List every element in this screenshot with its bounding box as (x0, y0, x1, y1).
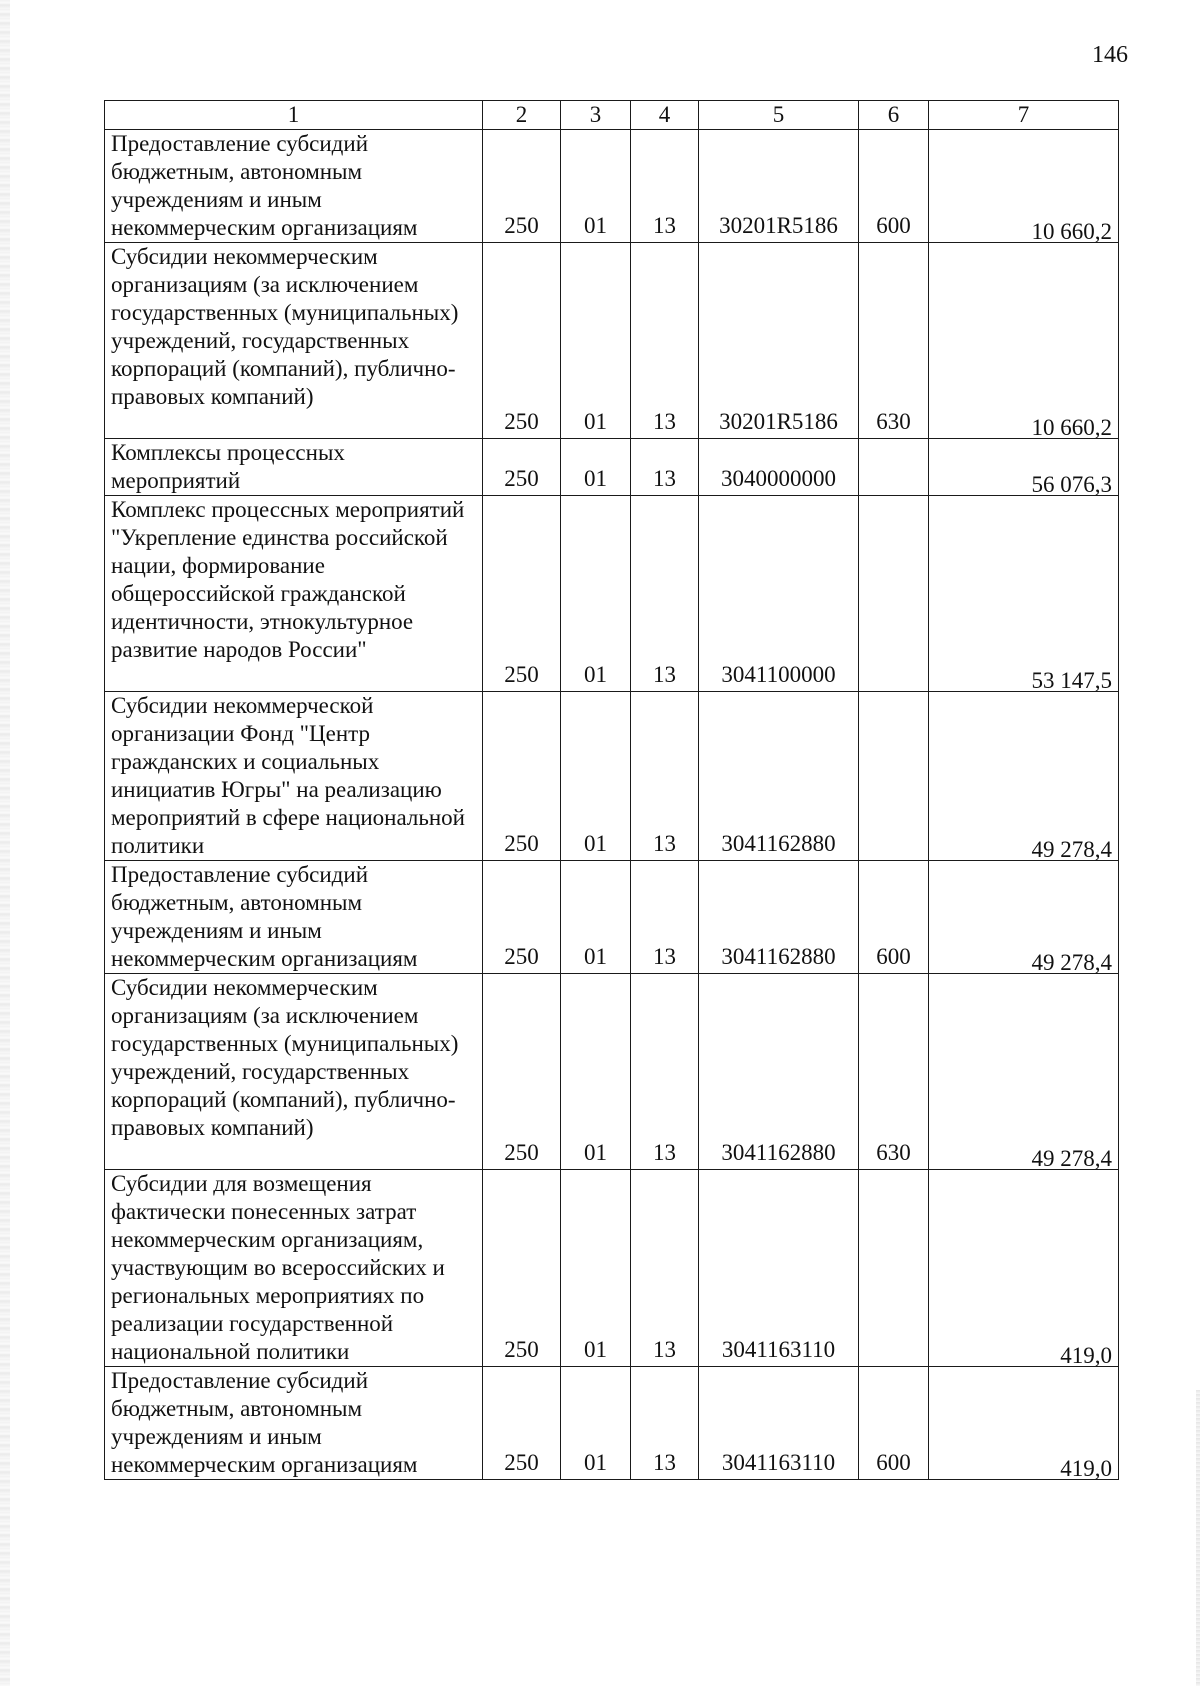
cell-value: 3040000000 (699, 439, 859, 496)
cell-amount (929, 1367, 1119, 1480)
cell-value: 13 (631, 1367, 699, 1480)
amount-text: 10 660,2 (1031, 415, 1112, 440)
column-header: 1 (105, 101, 483, 130)
row-name: Предоставление субсидий бюджетным, автономным учреждениям и иным некоммерческим организациям (105, 1367, 483, 1480)
table-row (105, 130, 1119, 243)
row-name: Предоставление субсидий бюджетным, автономным учреждениям и иным некоммерческим организациям (105, 861, 483, 974)
cell-amount (929, 496, 1119, 692)
cell-value: 630 (859, 243, 929, 439)
cell-value: 3041163110 (699, 1367, 859, 1480)
cell-value: 630 (859, 974, 929, 1170)
page-number: 146 (1092, 42, 1128, 68)
table-row (105, 439, 1119, 496)
cell-value: 600 (859, 861, 929, 974)
cell-value: 600 (859, 1367, 929, 1480)
cell-value: 250 (483, 439, 561, 496)
amount-text: 49 278,4 (1031, 950, 1112, 975)
amount-text: 419,0 (1060, 1343, 1112, 1368)
amount-text: 53 147,5 (1031, 668, 1112, 693)
cell-value: 250 (483, 243, 561, 439)
table-row (105, 496, 1119, 692)
cell-value: 250 (483, 692, 561, 861)
cell-value: 01 (561, 1170, 631, 1367)
table-row (105, 974, 1119, 1170)
cell-value: 13 (631, 439, 699, 496)
cell-value: 3041162880 (699, 974, 859, 1170)
cell-amount (929, 692, 1119, 861)
cell-value: 01 (561, 439, 631, 496)
cell-value: 13 (631, 861, 699, 974)
row-name: Субсидии для возмещения фактически понесенных затрат некоммерческим организациям, участвующим во всероссийских и региональных мероприятиях по реализации государственной национальной политики (105, 1170, 483, 1367)
amount-text: 49 278,4 (1031, 1146, 1112, 1171)
table-row (105, 1170, 1119, 1367)
cell-amount (929, 439, 1119, 496)
table-row (105, 1367, 1119, 1480)
cell-amount (929, 974, 1119, 1170)
cell-value: 01 (561, 861, 631, 974)
amount-text: 49 278,4 (1031, 837, 1112, 862)
scan-edge-right (1196, 1390, 1200, 1686)
amount-text: 56 076,3 (1031, 472, 1112, 497)
row-name: Комплексы процессных мероприятий (105, 439, 483, 496)
cell-value: 3041162880 (699, 692, 859, 861)
cell-amount (929, 243, 1119, 439)
cell-value: 30201R5186 (699, 130, 859, 243)
cell-value: 13 (631, 1170, 699, 1367)
row-name: Комплекс процессных мероприятий "Укрепление единства российской нации, формирование общероссийской гражданской идентичности, этнокультурное развитие народов России" (105, 496, 483, 692)
row-name: Субсидии некоммерческим организациям (за исключением государственных (муниципальных) учреждений, государственных корпораций (компаний), публично-правовых компаний) (105, 974, 483, 1170)
cell-value: 01 (561, 130, 631, 243)
table-header-row (105, 101, 1119, 130)
cell-value: 250 (483, 974, 561, 1170)
cell-value (859, 1170, 929, 1367)
cell-value: 01 (561, 243, 631, 439)
cell-value: 13 (631, 974, 699, 1170)
row-name: Предоставление субсидий бюджетным, автономным учреждениям и иным некоммерческим организациям (105, 130, 483, 243)
row-name: Субсидии некоммерческой организации Фонд "Центр гражданских и социальных инициатив Югры" на реализацию мероприятий в сфере национальной политики (105, 692, 483, 861)
column-header: 4 (631, 101, 699, 130)
table-row (105, 692, 1119, 861)
row-name: Субсидии некоммерческим организациям (за исключением государственных (муниципальных) учреждений, государственных корпораций (компаний), публично-правовых компаний) (105, 243, 483, 439)
cell-value: 01 (561, 1367, 631, 1480)
cell-value: 250 (483, 496, 561, 692)
cell-amount (929, 1170, 1119, 1367)
column-header: 3 (561, 101, 631, 130)
cell-value: 13 (631, 243, 699, 439)
table-row (105, 243, 1119, 439)
cell-value (859, 496, 929, 692)
cell-value: 13 (631, 692, 699, 861)
cell-value: 3041100000 (699, 496, 859, 692)
amount-text: 10 660,2 (1031, 219, 1112, 244)
cell-value: 3041163110 (699, 1170, 859, 1367)
column-header: 5 (699, 101, 859, 130)
cell-value: 250 (483, 861, 561, 974)
cell-value: 600 (859, 130, 929, 243)
cell-value (859, 439, 929, 496)
cell-value (859, 692, 929, 861)
cell-value: 13 (631, 496, 699, 692)
column-header: 7 (929, 101, 1119, 130)
cell-value: 01 (561, 496, 631, 692)
scan-edge-left (0, 0, 10, 1686)
table-row (105, 861, 1119, 974)
cell-value: 3041162880 (699, 861, 859, 974)
column-header: 6 (859, 101, 929, 130)
column-header: 2 (483, 101, 561, 130)
cell-amount (929, 130, 1119, 243)
budget-table (104, 100, 1119, 1480)
cell-value: 01 (561, 974, 631, 1170)
cell-value: 01 (561, 692, 631, 861)
cell-value: 250 (483, 130, 561, 243)
cell-value: 13 (631, 130, 699, 243)
cell-amount (929, 861, 1119, 974)
cell-value: 30201R5186 (699, 243, 859, 439)
cell-value: 250 (483, 1367, 561, 1480)
amount-text: 419,0 (1060, 1456, 1112, 1481)
cell-value: 250 (483, 1170, 561, 1367)
